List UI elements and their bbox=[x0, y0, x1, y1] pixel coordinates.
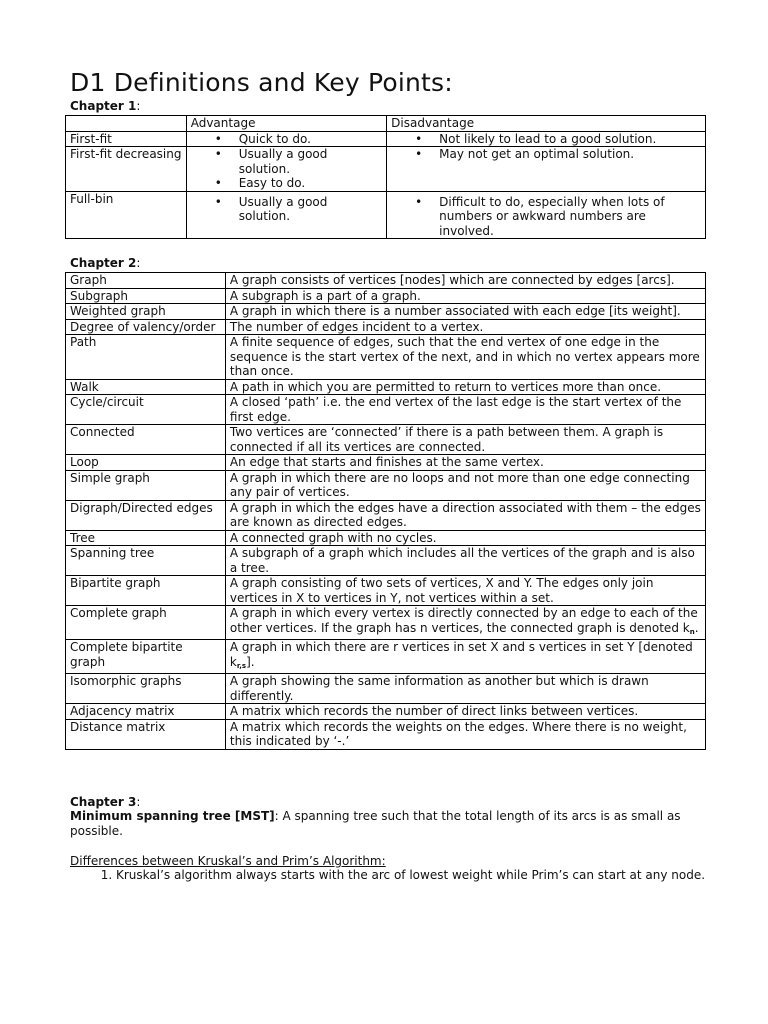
mst-definition bbox=[70, 809, 700, 839]
term-cell: Walk bbox=[66, 379, 226, 395]
term-cell: Degree of valency/order bbox=[66, 319, 226, 335]
table-header-row bbox=[66, 116, 706, 132]
definition-row bbox=[66, 288, 706, 304]
term-cell: Graph bbox=[66, 273, 226, 289]
definition-text: A graph in which the edges have a direction associated with them – the edges are known as directed edges. bbox=[229, 500, 701, 529]
definition-text: A graph in which every vertex is directly connected by an edge to each of the other vertices. If the graph has n vertices, the connected graph is denoted k bbox=[229, 606, 698, 635]
definition-text: A finite sequence of edges, such that the end vertex of one edge in the sequence is the start vertex of the next, and in which no vertex appears more than once. bbox=[229, 335, 700, 378]
disadvantages-cell bbox=[387, 191, 706, 239]
advantages-cell bbox=[186, 147, 386, 192]
term-cell: Connected bbox=[66, 425, 226, 455]
term-cell: Cycle/circuit bbox=[66, 395, 226, 425]
advantages-list bbox=[191, 132, 382, 147]
list-item: • Quick to do. bbox=[239, 132, 382, 147]
subscript: r,s bbox=[236, 661, 247, 670]
table-row bbox=[66, 131, 706, 147]
definition-row bbox=[66, 640, 706, 674]
term-cell: Subgraph bbox=[66, 288, 226, 304]
disadvantages-list bbox=[391, 195, 701, 239]
method-name: First-fit bbox=[66, 131, 187, 147]
definition-text: A subgraph of a graph which includes all the vertices of the graph and is also a tree. bbox=[229, 546, 695, 575]
definition-cell bbox=[225, 304, 705, 320]
list-item: • Usually a good solution. bbox=[239, 147, 382, 176]
method-name: Full-bin bbox=[66, 191, 187, 239]
definition-text: A graph consisting of two sets of vertices, X and Y. The edges only join vertices in X to vertices in Y, not vertices within a set. bbox=[229, 576, 654, 605]
advantages-list bbox=[191, 147, 382, 191]
definition-cell bbox=[225, 530, 705, 546]
method-name: First-fit decreasing bbox=[66, 147, 187, 192]
page-title: D1 Definitions and Key Points: bbox=[70, 68, 453, 97]
table-row bbox=[66, 147, 706, 192]
definition-row bbox=[66, 704, 706, 720]
mst-term: Minimum spanning tree [MST] bbox=[70, 809, 275, 823]
definition-text: A graph in which there is a number associated with each edge [its weight]. bbox=[229, 304, 681, 318]
definition-text: A matrix which records the weights on the edges. Where there is no weight, this indicated by ‘-.’ bbox=[229, 719, 687, 748]
chapter-3-heading: Chapter 3: bbox=[70, 795, 141, 809]
definition-text: A graph in which there are r vertices in set X and s vertices in set Y [denoted k bbox=[229, 640, 693, 669]
definition-text: A graph showing the same information as another but which is drawn differently. bbox=[229, 674, 649, 703]
term-cell: Path bbox=[66, 335, 226, 380]
term-cell: Weighted graph bbox=[66, 304, 226, 320]
chapter-2-heading: Chapter 2: bbox=[70, 256, 141, 270]
term-cell: Isomorphic graphs bbox=[66, 674, 226, 704]
definition-row bbox=[66, 319, 706, 335]
disadvantages-list bbox=[391, 132, 701, 147]
definition-text: A path in which you are permitted to return to vertices more than once. bbox=[229, 379, 662, 394]
disadvantages-list bbox=[391, 147, 701, 162]
subscript: n bbox=[689, 627, 695, 636]
disadvantages-cell bbox=[387, 147, 706, 192]
definition-text: A closed ‘path’ i.e. the end vertex of the last edge is the start vertex of the first edge. bbox=[229, 395, 682, 424]
definition-suffix: ]. bbox=[246, 654, 255, 669]
disadvantages-cell bbox=[387, 131, 706, 147]
definition-cell bbox=[225, 470, 705, 500]
table-row bbox=[66, 191, 706, 239]
definition-row bbox=[66, 530, 706, 546]
list-item: 1. Kruskal’s algorithm always starts with the arc of lowest weight while Prim’s can start at any node. bbox=[116, 868, 746, 883]
table-header-cell: Disadvantage bbox=[387, 116, 706, 132]
term-cell: Digraph/Directed edges bbox=[66, 500, 226, 530]
term-cell: Distance matrix bbox=[66, 719, 226, 749]
list-item: • Not likely to lead to a good solution. bbox=[439, 132, 701, 147]
list-item: • Difficult to do, especially when lots of numbers or awkward numbers are involved. bbox=[439, 195, 701, 239]
term-cell: Loop bbox=[66, 455, 226, 471]
list-item: • May not get an optimal solution. bbox=[439, 147, 701, 162]
term-cell: Complete graph bbox=[66, 606, 226, 640]
differences-list bbox=[70, 868, 746, 883]
definition-row bbox=[66, 335, 706, 380]
definition-text: The number of edges incident to a vertex. bbox=[229, 319, 484, 334]
definition-cell bbox=[225, 455, 705, 471]
definition-cell bbox=[225, 640, 705, 674]
definition-cell bbox=[225, 335, 705, 380]
definition-cell bbox=[225, 674, 705, 704]
term-cell: Tree bbox=[66, 530, 226, 546]
definition-cell bbox=[225, 319, 705, 335]
definition-text: A graph in which there are no loops and not more than one edge connecting any pair of vertices. bbox=[229, 470, 690, 499]
mst-def: : A spanning tree such that the total length of its arcs is as small as possible. bbox=[70, 809, 681, 838]
term-cell: Adjacency matrix bbox=[66, 704, 226, 720]
definition-cell bbox=[225, 500, 705, 530]
differences-heading: Differences between Kruskal’s and Prim’s Algorithm: bbox=[70, 854, 386, 868]
chapter-2-definitions-table bbox=[65, 272, 706, 750]
definition-row bbox=[66, 576, 706, 606]
definition-cell bbox=[225, 379, 705, 395]
definition-text: An edge that starts and finishes at the same vertex. bbox=[229, 455, 544, 469]
definition-row bbox=[66, 425, 706, 455]
term-cell: Bipartite graph bbox=[66, 576, 226, 606]
definition-text: A subgraph is a part of a graph. bbox=[229, 288, 421, 303]
table-header-cell: Advantage bbox=[186, 116, 386, 132]
list-item: • Easy to do. bbox=[239, 176, 382, 191]
definition-cell bbox=[225, 576, 705, 606]
definition-row bbox=[66, 606, 706, 640]
chapter-1-table bbox=[65, 115, 706, 239]
advantages-cell bbox=[186, 191, 386, 239]
term-cell: Simple graph bbox=[66, 470, 226, 500]
definition-row bbox=[66, 273, 706, 289]
definition-cell bbox=[225, 606, 705, 640]
definition-row bbox=[66, 395, 706, 425]
definition-row bbox=[66, 379, 706, 395]
definition-text: A graph consists of vertices [nodes] which are connected by edges [arcs]. bbox=[229, 273, 675, 287]
table-header-cell bbox=[66, 116, 187, 132]
definition-cell bbox=[225, 395, 705, 425]
definition-row bbox=[66, 470, 706, 500]
definition-text: A matrix which records the number of direct links between vertices. bbox=[229, 704, 639, 718]
definition-suffix: . bbox=[694, 620, 699, 635]
advantages-cell bbox=[186, 131, 386, 147]
definition-text: A connected graph with no cycles. bbox=[229, 530, 437, 545]
definition-cell bbox=[225, 546, 705, 576]
chapter-1-heading: Chapter 1: bbox=[70, 99, 141, 113]
term-cell: Spanning tree bbox=[66, 546, 226, 576]
definition-row bbox=[66, 455, 706, 471]
definition-row bbox=[66, 500, 706, 530]
term-cell: Complete bipartite graph bbox=[66, 640, 226, 674]
definition-row bbox=[66, 546, 706, 576]
definition-row bbox=[66, 719, 706, 749]
definition-row bbox=[66, 674, 706, 704]
definition-cell bbox=[225, 288, 705, 304]
advantages-list bbox=[191, 195, 382, 224]
definition-row bbox=[66, 304, 706, 320]
definition-cell bbox=[225, 704, 705, 720]
definition-cell bbox=[225, 719, 705, 749]
list-item: • Usually a good solution. bbox=[239, 195, 382, 224]
definition-text: Two vertices are ‘connected’ if there is a path between them. A graph is connected if all its vertices are connected. bbox=[229, 425, 664, 454]
definition-cell bbox=[225, 425, 705, 455]
definition-cell bbox=[225, 273, 705, 289]
